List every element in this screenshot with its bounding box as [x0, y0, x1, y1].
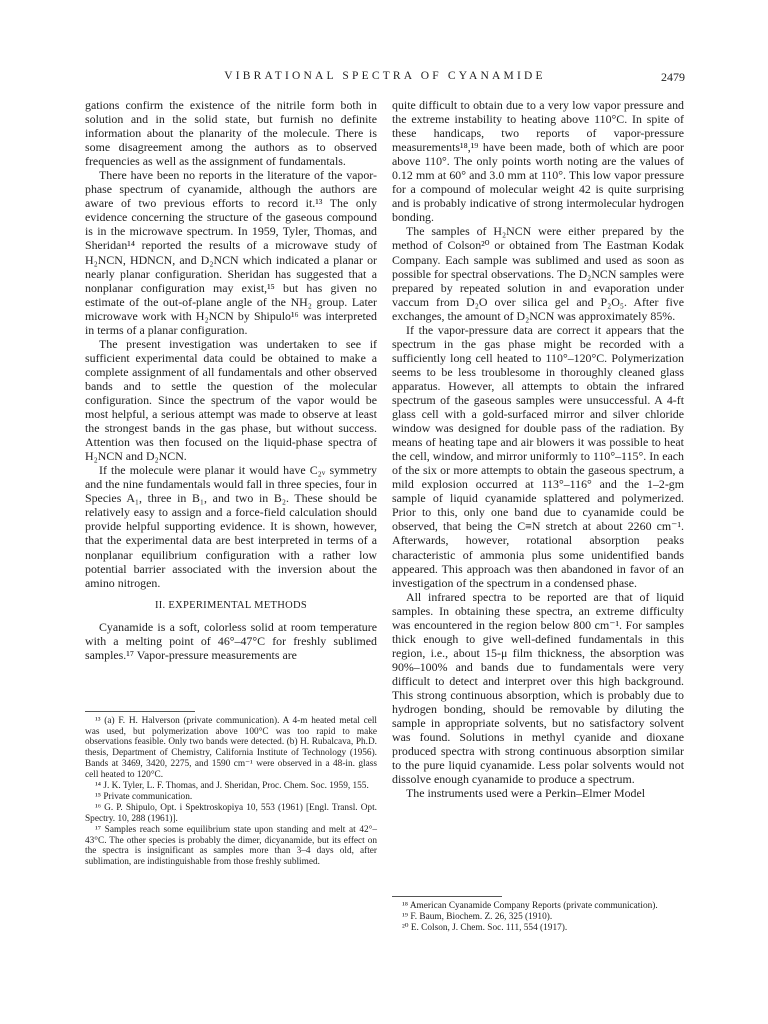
footnote: ¹⁴ J. K. Tyler, L. F. Thomas, and J. Sheridan, Proc. Chem. Soc. 1959, 155.: [95, 780, 369, 791]
paragraph: There have been no reports in the literature of the vapor-phase spectrum of cyanamide, although the authors are aware of two previous efforts to record it.¹³ The only evidence concerning the structure of the gaseous compound is in the microwave spectrum. In 1959, Tyler, Thomas, and Sheridan¹⁴ reported the results of a microwave study of H₂NCN, HDNCN, and D₂NCN which indicated a planar or nearly planar configuration. Sheridan has suggested that a nonplanar configuration may exist,¹⁵ but has given no estimate of the out-of-plane angle of the NH₂ group. Later microwave work with H₂NCN by Shipulo¹⁶ was interpreted in terms of a planar configuration.: [85, 168, 377, 337]
paragraph: quite difficult to obtain due to a very low vapor pressure and the extreme instability to heating above 110°C. In spite of these handicaps, two reports of vapor-pressure measurements¹⁸,¹⁹ have been made, both of which are poor above 110°. The only points worth noting are the values of 0.12 mm at 60° and 3.0 mm at 110°. This low vapor pressure for a compound of molecular weight 42 is quite surprising and is probably indicative of strong intermolecular hydrogen bonding.: [392, 98, 684, 225]
page-number: 2479: [661, 70, 685, 84]
footnote: ¹³ (a) F. H. Halverson (private communication). A 4-m heated metal cell was used, but polymerization above 100°C was too rapid to make observations feasible. Only two bands were detected. (b) H. Rubalcava, Ph.D. thesis, Department of Chemistry, California Institute of Technology (1956). Bands at 3469, 3420, 2275, and 1590 cm⁻¹ were observed in a 48-in. glass cell heated to 120°C.: [85, 716, 377, 780]
footnote: ¹⁵ Private communication.: [95, 791, 193, 802]
footnote: ¹⁹ F. Baum, Biochem. Z. 26, 325 (1910).: [402, 912, 553, 923]
left-column: [85, 98, 377, 662]
footnote: ²⁰ E. Colson, J. Chem. Soc. 111, 554 (1917).: [402, 923, 568, 934]
paragraph: The present investigation was undertaken to see if sufficient experimental data could be obtained to make a complete assignment of all fundamentals and other observed bands and to settle the question of the molecular configuration. Since the spectrum of the vapor would be most helpful, a serious attempt was made to observe at least the strongest bands in the gas phase, but without success. Attention was then focused on the liquid-phase spectra of H₂NCN and D₂NCN.: [85, 336, 377, 464]
right-column: [392, 98, 684, 800]
paragraph: If the molecule were planar it would have C₂ᵥ symmetry and the nine fundamentals would fall in three species, four in Species A₁, three in B₁, and two in B₂. These should be relatively easy to assign and a force-field calculation should provide helpful supporting evidence. It is shown, however, that the experimental data are best interpreted in terms of a nonplanar equilibrium configuration with a rather low potential barrier associated with the inversion about the amino nitrogen.: [85, 463, 377, 590]
footnote: ¹⁸ American Cyanamide Company Reports (private communication).: [402, 901, 658, 911]
footnote: ¹⁷ Samples reach some equilibrium state upon standing and melt at 42°–43°C. The other species is probably the dimer, dicyanamide, but its effect on the spectra is insignificant as samples more than 3–4 days old, after sublimation, are indistinguishable from those freshly sublimed.: [85, 825, 377, 868]
paragraph: The samples of H₂NCN were either prepared by the method of Colson²⁰ or obtained from The Eastman Kodak Company. Each sample was sublimed and used as soon as possible for spectral observations. The D₂NCN samples were prepared by repeated solution in and evaporation under vaccum from D₂O over silica gel and P₂O₅. After five exchanges, the amount of D₂NCN was approximately 85%.: [392, 224, 684, 323]
footnote-rule: [392, 896, 502, 897]
footnotes-left: [85, 711, 377, 868]
paragraph: The instruments used were a Perkin–Elmer Model: [406, 786, 646, 801]
paragraph: gations confirm the existence of the nitrile form both in solution and in the solid state, but furnish no definite information about the planarity of the molecule. There is some disagreement among the authors as to observed frequencies as well as the assignment of fundamentals.: [85, 98, 377, 169]
paragraph: All infrared spectra to be reported are that of liquid samples. In obtaining these spectra, an extreme difficulty was encountered in the region below 800 cm⁻¹. For samples thick enough to give well-defined fundamentals in this region, i.e., about 15-μ film thickness, the absorption was 90%–100% and bands due to fundamentals were very difficult to detect and interpret over this high background. This strong continuous absorption, which is probably due to hydrogen bonding, should be removable by diluting the sample in appropriate solvents, but no satisfactory solvent was found. Solutions in methyl cyanide and dioxane produced spectra with strong continuous absorption similar to the pure liquid cyanamide. Less polar solvents would not dissolve enough cyanamide to produce a spectrum.: [392, 589, 684, 787]
footnote: ¹⁶ G. P. Shipulo, Opt. i Spektroskopiya 10, 553 (1961) [Engl. Transl. Opt. Spectry. 10, 288 (1961)].: [85, 803, 377, 824]
footnote-rule: [85, 711, 195, 712]
section-heading: II. EXPERIMENTAL METHODS: [154, 599, 308, 611]
paragraph: If the vapor-pressure data are correct it appears that the spectrum in the gas phase might be recorded with a sufficiently long cell heated to 110°–120°C. Polymerization seems to be less troublesome in thoroughly cleaned glass apparatus. However, all attempts to obtain the infrared spectrum of the gaseous samples were unsuccessful. A 4-ft glass cell with a gold-surfaced mirror and silver chloride window was designed for double pass of the radiation. By means of heating tape and air blowers it was possible to heat the cell, window, and mirror uniformly to 110°–115°. In each of the six or more attempts to obtain the gaseous spectrum, a mild explosion occurred at 113°–116° and the 1–2-gm sample of liquid cyanamide splattered and polymerized. Prior to this, only one band due to cyanamide could be observed, that being the C≡N stretch at about 2260 cm⁻¹. Afterwards, however, rotational absorption peaks characteristic of ammonia plus some unidentified bands appeared. This approach was then abandoned in favor of an investigation of the spectrum in a condensed phase.: [392, 322, 684, 590]
footnotes-right: [392, 896, 684, 935]
page-header: [85, 70, 685, 88]
paragraph: Cyanamide is a soft, colorless solid at room temperature with a melting point of 46°–47°C for freshly sublimed samples.¹⁷ Vapor-pressure measurements are: [85, 619, 377, 662]
running-title: VIBRATIONAL SPECTRA OF CYANAMIDE: [224, 70, 546, 82]
